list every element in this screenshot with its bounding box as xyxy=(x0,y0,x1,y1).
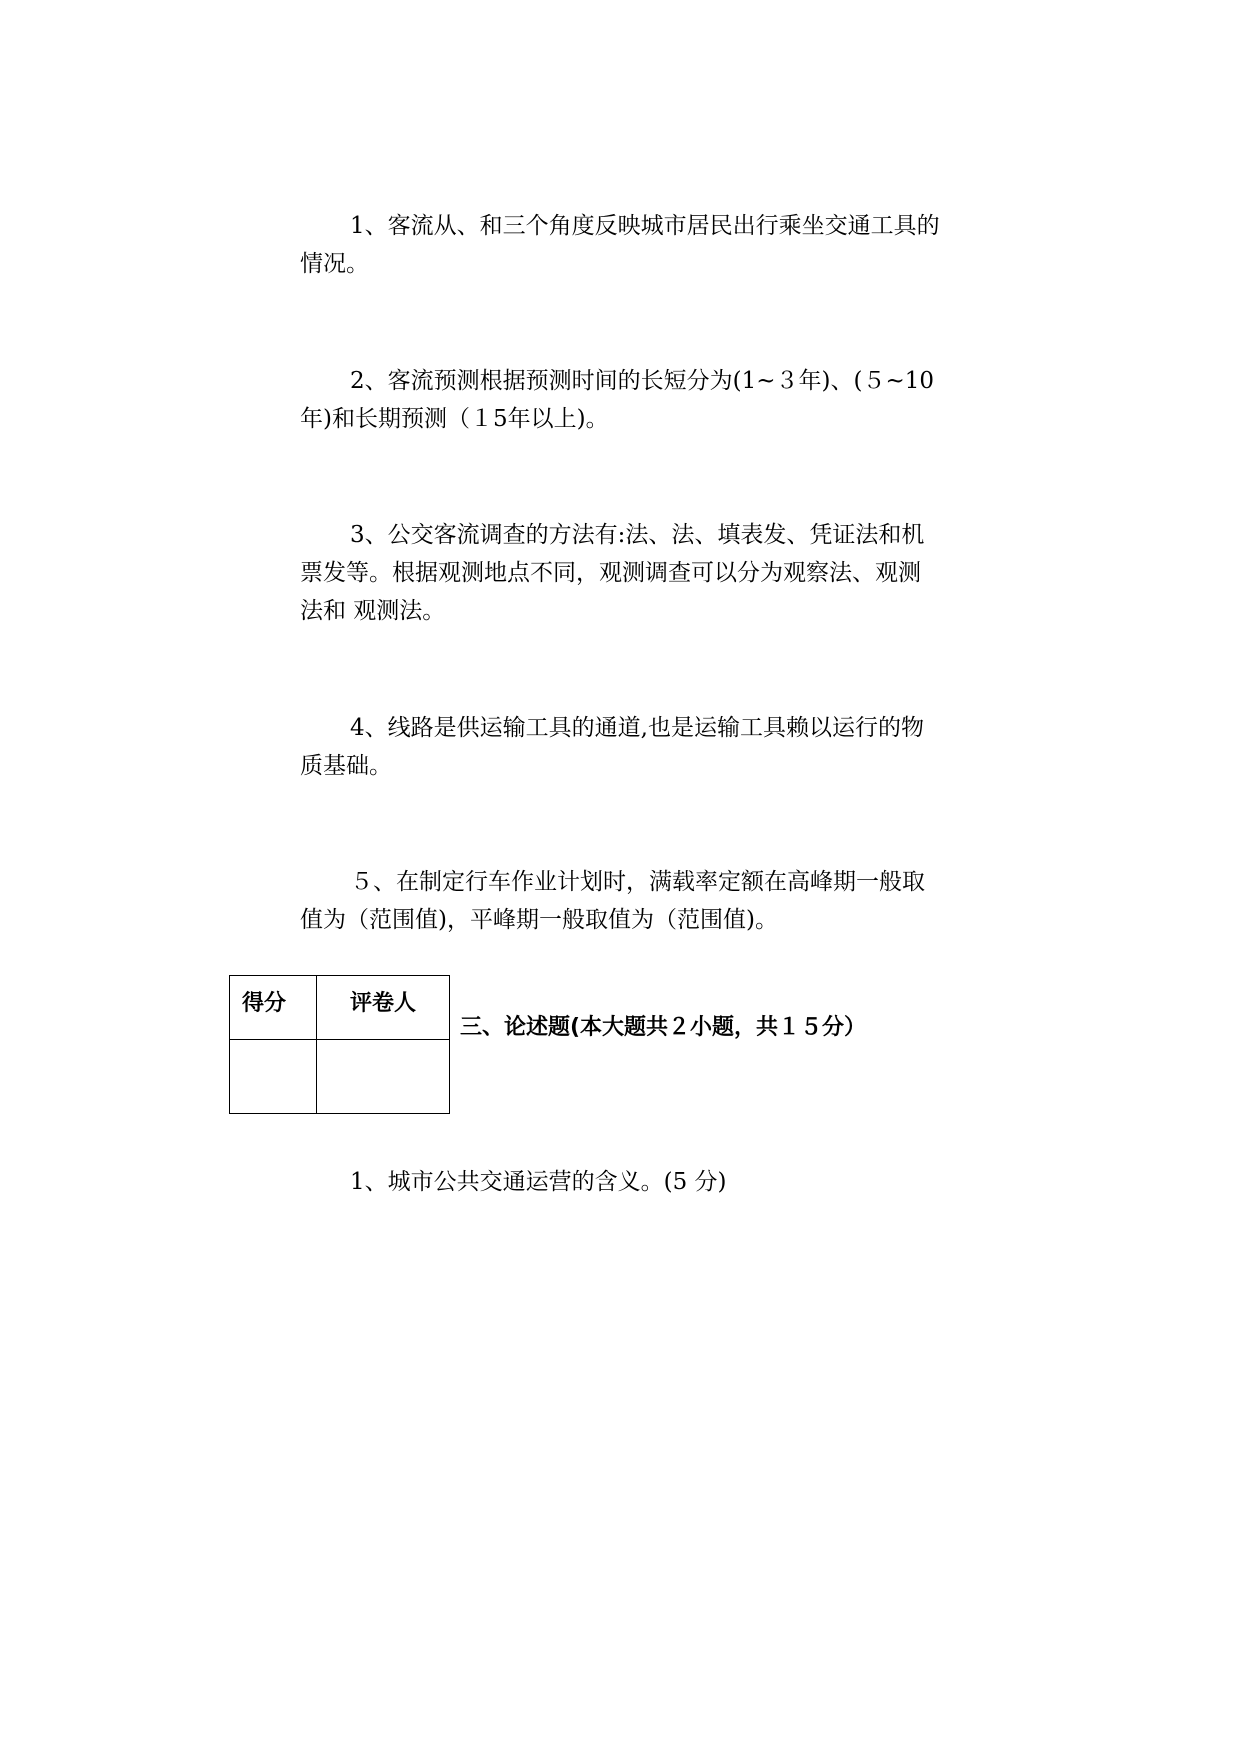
score-table xyxy=(229,975,450,1114)
fill-in-question-5: ５、在制定行车作业计划时，满载率定额在高峰期一般取值为（范围值)，平峰期一般取值为（范围值)。 xyxy=(300,869,925,933)
fill-in-question-3: 3、公交客流调查的方法有:法、法、填表发、凭证法和机票发等。根据观测地点不同，观测调查可以分为观察法、观测法和 观测法。 xyxy=(300,522,925,624)
grader-cell[interactable] xyxy=(317,1040,450,1114)
grader-header: 评卷人 xyxy=(317,976,450,1040)
score-header: 得分 xyxy=(230,976,317,1040)
score-cell[interactable] xyxy=(230,1040,317,1114)
score-table-header-row xyxy=(230,976,450,1040)
fill-in-question-2: 2、客流预测根据预测时间的长短分为(1~３年)、(５~10年)和长期预测（１5年以上)。 xyxy=(300,368,934,432)
essay-question-1: 1、城市公共交通运营的含义。(5 分) xyxy=(350,1169,727,1195)
fill-in-question-4: 4、线路是供运输工具的通道,也是运输工具赖以运行的物质基础。 xyxy=(300,715,924,779)
score-table-blank-row xyxy=(230,1040,450,1114)
fill-in-question-1: 1、客流从、和三个角度反映城市居民出行乘坐交通工具的情况。 xyxy=(300,213,940,277)
section-3-title: 三、论述题(本大题共２小题，共１５分） xyxy=(460,1015,867,1040)
